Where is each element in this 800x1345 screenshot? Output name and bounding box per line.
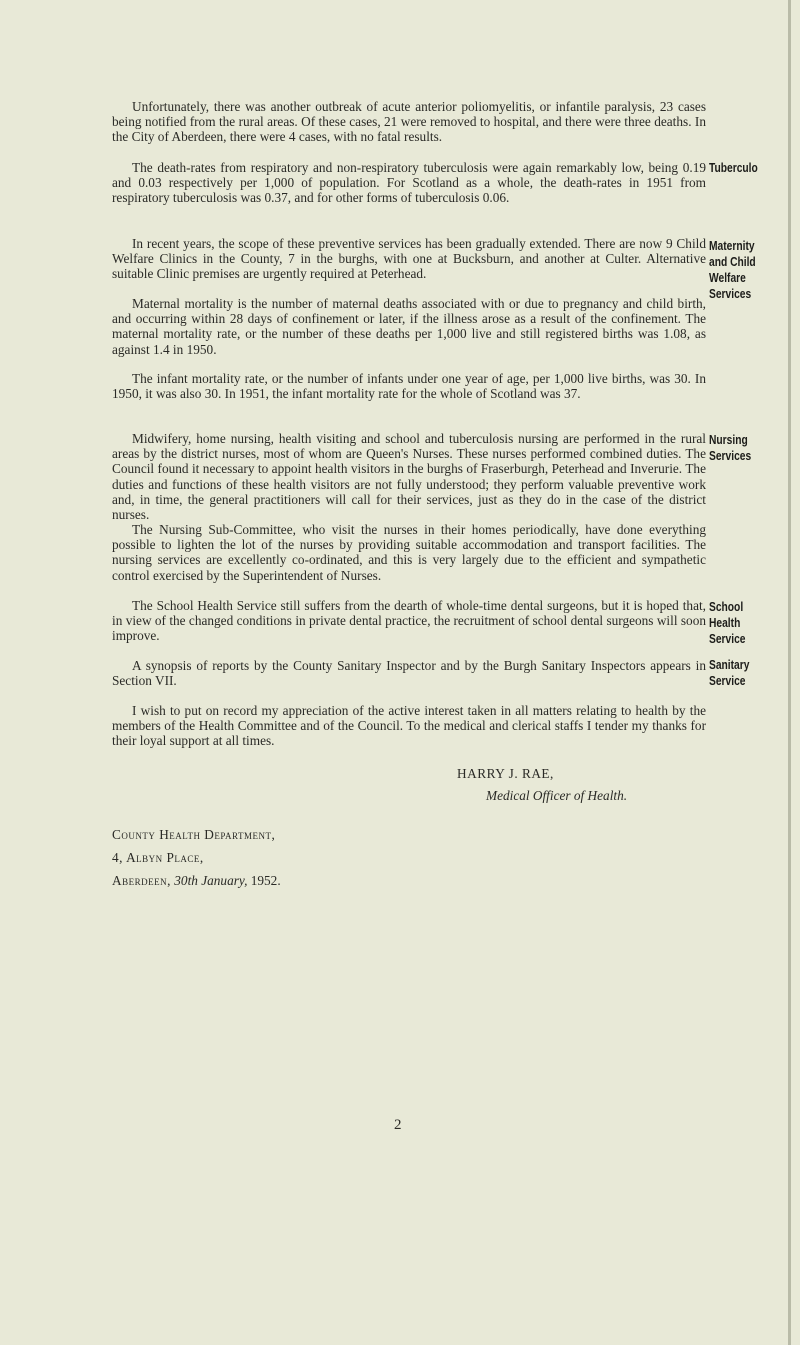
signature-title: Medical Officer of Health. [486,788,628,803]
paragraph-sanitary: A synopsis of reports by the County Sanitary Inspector and by the Burgh Sanitary Inspectors appears in Section VII. [112,658,706,689]
paragraph-tuberculosis: The death-rates from respiratory and non-respiratory tuberculosis were again remarkably low, being 0.19 and 0.03 respectively per 1,000 of population. For Scotland as a whole, the death-rates in 1951 from respiratory tuberculosis was 0.37, and for other forms of tuberculosis 0.06. [112,160,706,206]
paragraph-poliomyelitis: Unfortunately, there was another outbreak of acute anterior poliomyelitis, or infantile paralysis, 23 cases being notified from the rural areas. Of these cases, 21 were removed to hospital, and there were three deaths. In the City of Aberdeen, there were 4 cases, with no fatal results. [112,99,706,145]
paragraph-school-health: The School Health Service still suffers from the dearth of whole-time dental surgeons, but it is hoped that, in view of the changed conditions in private dental practice, the recruitment of school dental surgeons will soon improve. [112,598,706,644]
margin-note-nursing: Nursing Services [709,433,752,463]
page-number: 2 [394,1117,402,1133]
margin-note-tuberculosis: Tuberculo [709,161,758,175]
signature-name: HARRY J. RAE, [457,766,554,781]
address-date-line: Aberdeen, 30th January, 1952. [112,873,281,888]
margin-note-maternity: Maternity and Child Welfare Services [709,239,756,301]
paragraph-nursing-committee: The Nursing Sub-Committee, who visit the nurses in their homes periodically, have done everything possible to lighten the lot of the nurses by providing suitable accommodation and transport facilities. The nursing services are excellently co-ordinated, and this is very largely due to the efficient and sympathetic control exercised by the Superintendent of Nurses. [112,522,706,583]
margin-note-school-health: School Health Service [709,600,746,646]
address-department: County Health Department, [112,827,276,842]
paragraph-infant-mortality: The infant mortality rate, or the number of infants under one year of age, per 1,000 live births, was 30. In 1950, it was also 30. In 1951, the infant mortality rate for the whole of Scotland was 37. [112,371,706,402]
paragraph-thanks: I wish to put on record my appreciation of the active interest taken in all matters relating to health by the members of the Health Committee and of the Council. To the medical and clerical staffs I tender my thanks for their loyal support at all times. [112,703,706,749]
paragraph-clinics: In recent years, the scope of these preventive services has been gradually extended. There are now 9 Child Welfare Clinics in the County, 7 in the burghs, with one at Bucksburn, and another at Culter. Alternative suitable Clinic premises are urgently required at Peterhead. [112,236,706,282]
margin-note-sanitary: Sanitary Service [709,658,750,688]
paragraph-nursing: Midwifery, home nursing, health visiting and school and tuberculosis nursing are performed in the rural areas by the district nurses, most of whom are Queen's Nurses. These nurses performed combined duties. The Council found it necessary to appoint health visitors in the burghs of Fraserburgh, Peterhead and Inverurie. The duties and functions of these health visitors are not fully understood; they perform valuable preventive work and, in time, the general practitioners will call for their services, just as they do in the case of the district nurses. [112,431,706,523]
paragraph-maternal-mortality: Maternal mortality is the number of maternal deaths associated with or due to pregnancy and child birth, and occurring within 28 days of confinement or later, if the illness arose as a result of the confinement. The maternal mortality rate, or the number of these deaths per 1,000 live and still registered births was 1.08, as against 1.4 in 1950. [112,296,706,357]
binding-edge [788,0,791,1345]
address-street: 4, Albyn Place, [112,850,204,865]
